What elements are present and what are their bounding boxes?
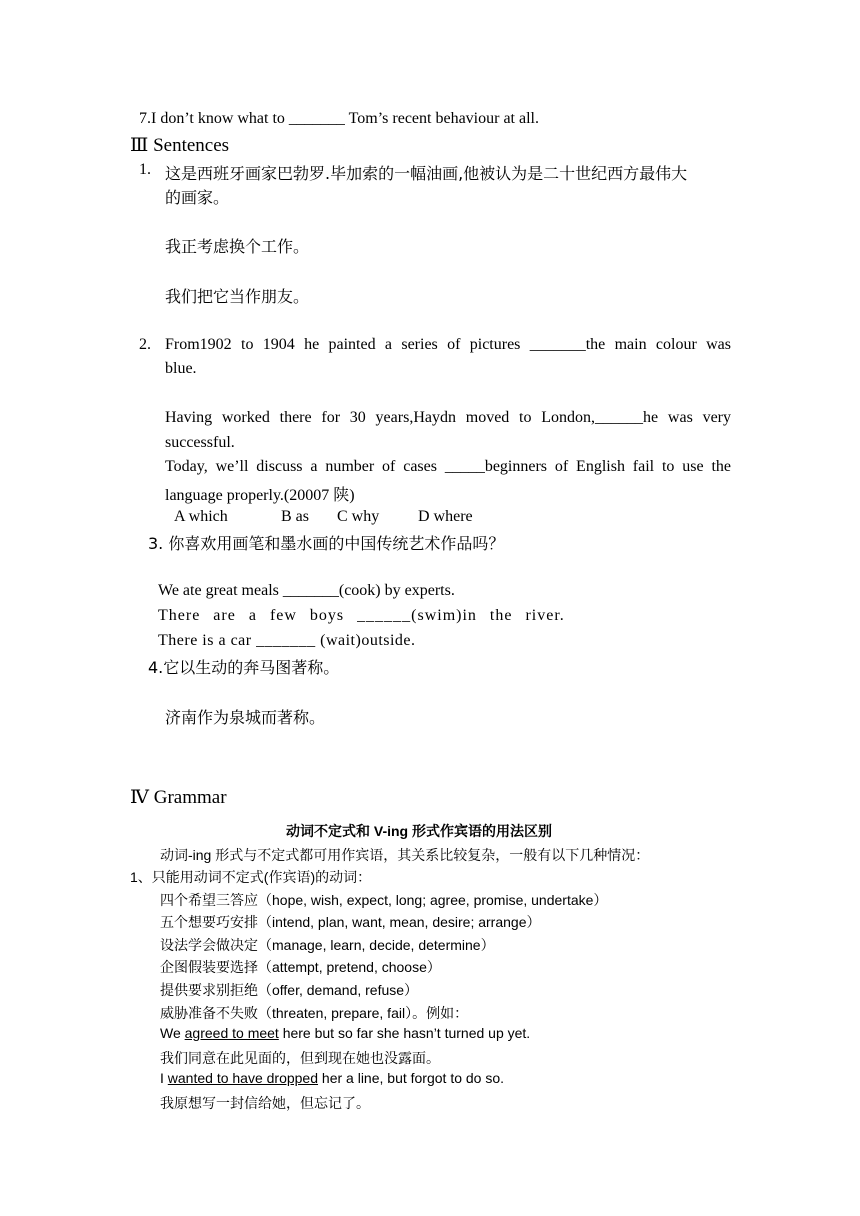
item-3-example-2: There are a few boys ______(swim)in the river. [158,607,565,624]
item-1-sentence-3: 我们把它当作朋友。 [165,287,310,306]
item-3-example-1: We ate great meals _______(cook) by experts. [158,582,455,599]
question-7: 7.I don’t know what to _______ Tom’s recent behaviour at all. [139,110,539,127]
section-heading-grammar: Ⅳ Grammar [130,787,227,808]
option-d: D where [418,508,473,525]
item-3-example-3: There is a car _______ (wait)outside. [158,632,416,649]
rhyme-line-2: 五个想要巧安排（intend, plan, want, mean, desire; arrange） [160,914,541,930]
grammar-intro: 动词-ing 形式与不定式都可用作宾语，其关系比较复杂，一般有以下几种情况： [160,847,650,863]
example-2-pre: I [160,1070,168,1086]
rhyme-line-4: 企图假装要选择（attempt, pretend, choose） [160,959,441,975]
item-3-line: 3. 你喜欢用画笔和墨水画的中国传统艺术作品吗？ [148,534,505,553]
item-1-sentence-2: 我正考虑换个工作。 [165,237,310,256]
example-2-post: her a line, but forgot to do so. [318,1070,505,1086]
example-1-post: here but so far she hasn’t turned up yet. [278,1025,531,1041]
item-4-example-1: 济南作为泉城而著称。 [165,708,326,727]
example-2-translation: 我原想写一封信给她，但忘记了。 [160,1095,370,1111]
option-b: B as [281,508,309,525]
rhyme-line-5: 提供要求别拒绝（offer, demand, refuse） [160,982,419,998]
rhyme-line-1: 四个希望三答应（hope, wish, expect, long; agree, promise, undertake） [160,892,608,908]
rhyme-line-6: 威胁准备不失败（threaten, prepare, fail）。例如： [160,1005,469,1021]
example-2-underlined: wanted to have dropped [167,1070,319,1086]
grammar-point-1: 1、只能用动词不定式(作宾语)的动词： [130,869,372,885]
example-1-pre: We [160,1025,185,1041]
item-1-line1: 这是西班牙画家巴勃罗.毕加索的一幅油画,他被认为是二十世纪西方最伟大 [165,164,688,183]
item-2-number: 2. [139,336,151,353]
item-4-line: 4.它以生动的奔马图著称。 [148,658,340,677]
item-2-example-2-line2: language properly.(20007 陕) [165,487,355,504]
item-1-number: 1. [139,161,151,178]
item-1-line2: 的画家。 [165,188,230,207]
item-2-line1: From1902 to 1904 he painted a series of pictures _______the main colour was [165,336,731,353]
example-1-sentence [160,1025,530,1041]
section-heading-sentences: Ⅲ Sentences [130,135,230,156]
grammar-title: 动词不定式和 V-ing 形式作宾语的用法区别 [286,823,552,839]
item-2-line2: blue. [165,360,197,377]
item-2-example-2-line1: Today, we’ll discuss a number of cases _____beginners of English fail to use the [165,458,731,475]
item-2-example-1-line1: Having worked there for 30 years,Haydn moved to London,______he was very [165,409,731,426]
example-1-translation: 我们同意在此见面的，但到现在她也没露面。 [160,1050,440,1066]
example-2-sentence [160,1070,504,1086]
option-a: A which [174,508,228,525]
example-1-underlined: agreed to meet [184,1025,279,1041]
item-2-example-1-line2: successful. [165,434,235,451]
option-c: C why [337,508,380,525]
rhyme-line-3: 设法学会做决定（manage, learn, decide, determine） [160,937,495,953]
